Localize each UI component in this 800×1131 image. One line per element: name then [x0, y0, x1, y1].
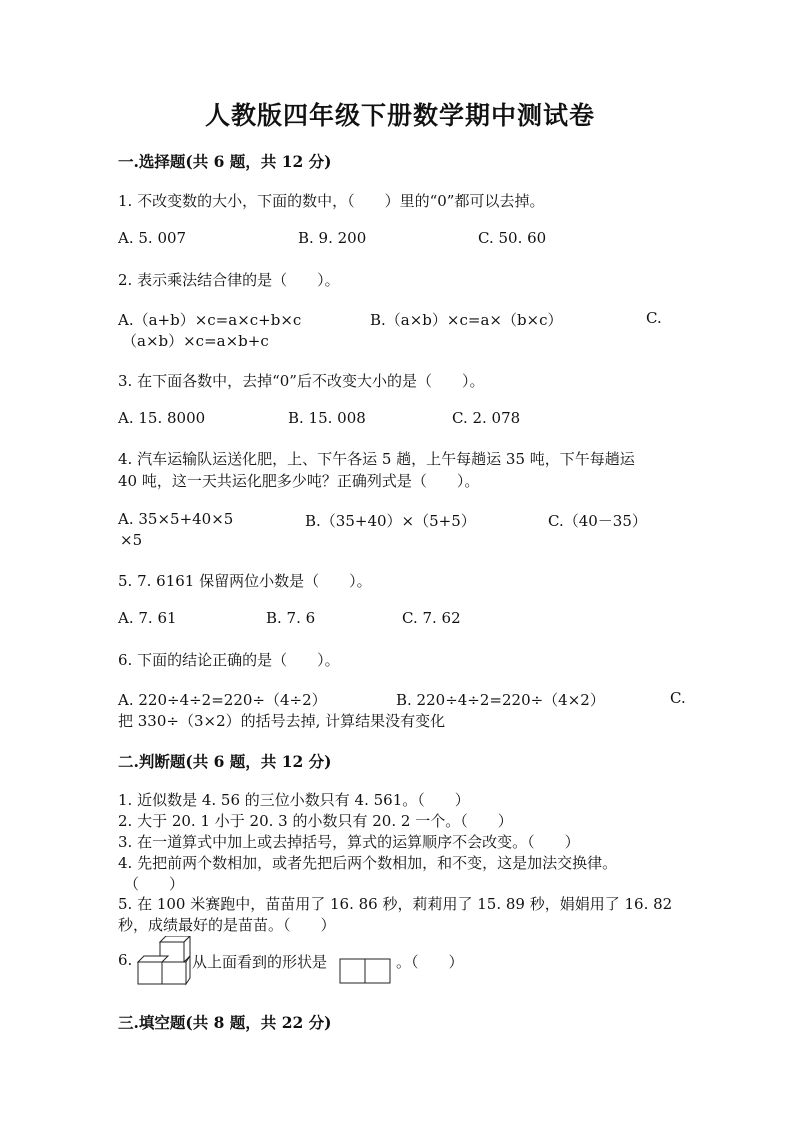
judgement-5-line2: 秒，成绩最好的是苗苗。（ ）	[118, 916, 336, 934]
question-2-option-c-text: （a×b）×c=a×b+c	[122, 332, 269, 350]
question-6-option-c-text: 把 330÷（3×2）的括号去掉, 计算结果没有变化	[118, 712, 446, 730]
question-6-option-c: C.	[670, 689, 686, 707]
question-1-stem: 1. 不改变数的大小，下面的数中，（ ）里的“0”都可以去掉。	[118, 192, 545, 210]
question-5-option-c: C. 7. 62	[402, 609, 461, 627]
judgement-6-number: 6.	[118, 951, 133, 969]
judgement-4-bracket: （ ）	[124, 875, 185, 893]
question-2-option-b: B.（a×b）×c=a×（b×c）	[370, 311, 563, 329]
question-6-option-a: A. 220÷4÷2=220÷（4÷2）	[118, 691, 327, 709]
question-3-option-a: A. 15. 8000	[118, 409, 206, 427]
judgement-4: 4. 先把前两个数相加，或者先把后两个数相加，和不变，这是加法交换律。	[118, 854, 618, 872]
question-4-option-a: A. 35×5+40×5	[118, 510, 234, 528]
judgement-1: 1. 近似数是 4. 56 的三位小数只有 4. 561。（ ）	[118, 791, 470, 809]
question-3-option-b: B. 15. 008	[288, 409, 366, 427]
question-1-option-a: A. 5. 007	[118, 229, 187, 247]
judgement-6-tail: 。（ ）	[396, 953, 464, 971]
question-4-option-c: C.（40－35）	[548, 512, 647, 530]
question-5-option-b: B. 7. 6	[266, 609, 316, 627]
judgement-5-line1: 5. 在 100 米赛跑中，苗苗用了 16. 86 秒，莉莉用了 15. 89 秒，娟娟用了 16. 82	[118, 895, 673, 913]
question-1-option-b: B. 9. 200	[298, 229, 367, 247]
judgement-3: 3. 在一道算式中加上或去掉括号，算式的运算顺序不会改变。（ ）	[118, 833, 580, 851]
section-heading-judgement: 二.判断题(共 6 题，共 12 分)	[118, 752, 332, 771]
cube-stack-figure	[136, 936, 192, 986]
question-6-stem: 6. 下面的结论正确的是（ ）。	[118, 651, 340, 669]
question-3-option-c: C. 2. 078	[452, 409, 521, 427]
judgement-6-text: 从上面看到的形状是	[192, 953, 328, 971]
section-heading-choice: 一.选择题(共 6 题，共 12 分)	[118, 152, 332, 171]
judgement-2: 2. 大于 20. 1 小于 20. 3 的小数只有 20. 2 一个。（ ）	[118, 812, 513, 830]
question-4-stem-line2: 40 吨，这一天共运化肥多少吨？正确列式是（ ）。	[118, 472, 480, 490]
question-5-stem: 5. 7. 6161 保留两位小数是（ ）。	[118, 572, 372, 590]
question-2-option-a: A.（a+b）×c=a×c+b×c	[118, 311, 302, 329]
section-heading-fill-blank: 三.填空题(共 8 题，共 22 分)	[118, 1013, 332, 1032]
question-3-stem: 3. 在下面各数中，去掉“0”后不改变大小的是（ ）。	[118, 372, 485, 390]
question-4-option-c-text: ×5	[120, 531, 143, 549]
question-5-option-a: A. 7. 61	[118, 609, 177, 627]
page-title: 人教版四年级下册数学期中测试卷	[204, 101, 595, 130]
top-view-figure	[339, 958, 391, 984]
question-1-option-c: C. 50. 60	[478, 229, 547, 247]
question-6-option-b: B. 220÷4÷2=220÷（4×2）	[396, 691, 605, 709]
question-2-option-c: C.	[646, 309, 662, 327]
question-4-option-b: B.（35+40）×（5+5）	[305, 512, 476, 530]
question-4-stem-line1: 4. 汽车运输队运送化肥，上、下午各运 5 趟，上午每趟运 35 吨，下午每趟运	[118, 450, 635, 468]
question-2-stem: 2. 表示乘法结合律的是（ ）。	[118, 271, 340, 289]
